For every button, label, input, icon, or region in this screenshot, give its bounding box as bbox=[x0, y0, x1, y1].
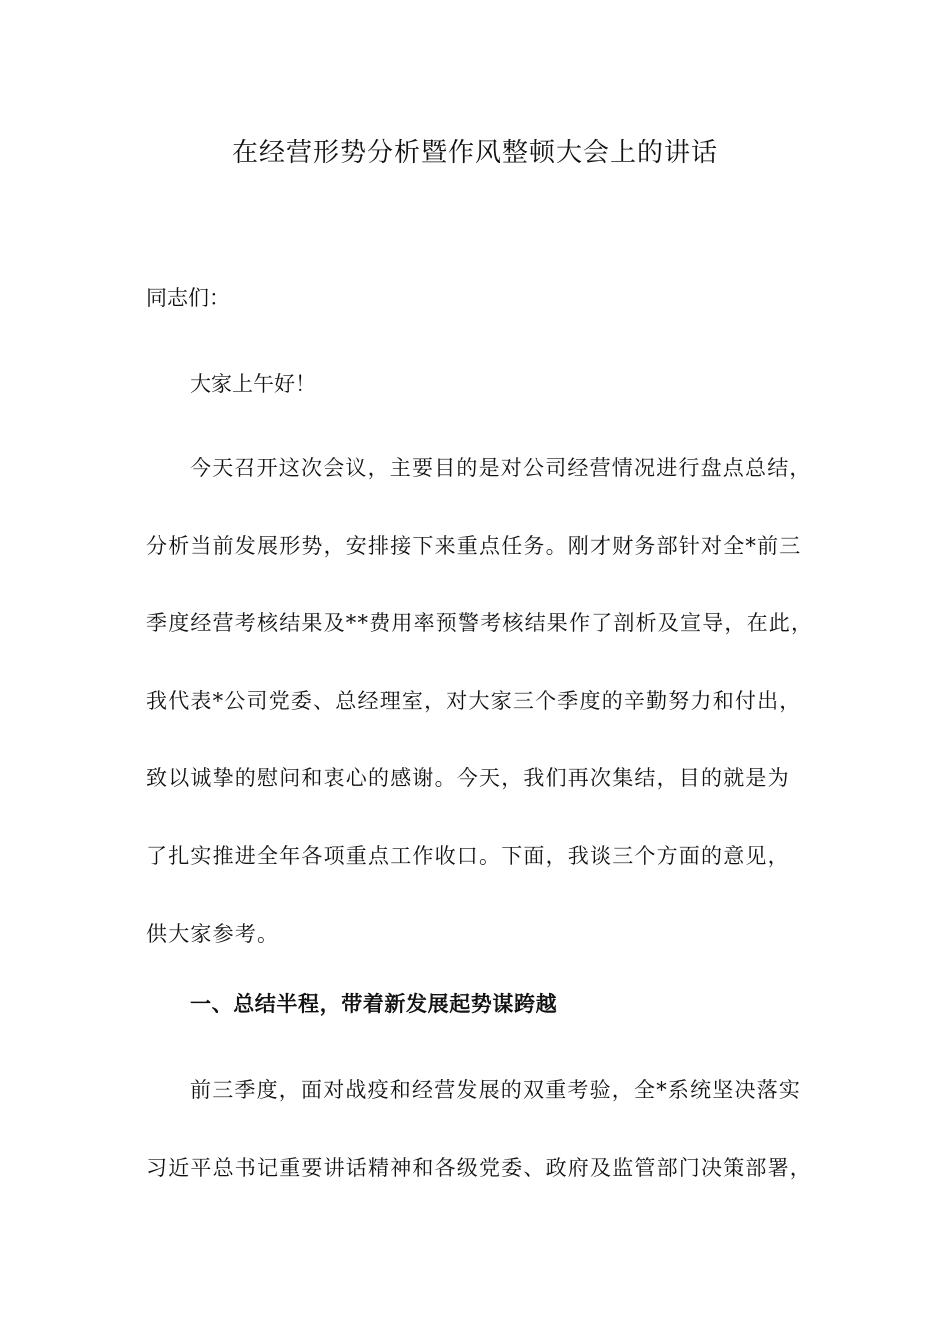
greeting: 大家上午好！ bbox=[190, 372, 316, 396]
paragraph-line: 前三季度，面对战疫和经营发展的双重考验，全*系统坚决落实 bbox=[190, 1078, 802, 1102]
paragraph-line: 致以诚挚的慰问和衷心的感谢。今天，我们再次集结，目的就是为 bbox=[146, 766, 790, 791]
paragraph-line: 今天召开这次会议，主要目的是对公司经营情况进行盘点总结， bbox=[190, 456, 812, 480]
paragraph-opening bbox=[146, 452, 814, 995]
paragraph-line: 分析当前发展形势，安排接下来重点任务。刚才财务部针对全*前三 bbox=[146, 533, 802, 558]
salutation: 同志们： bbox=[146, 286, 230, 310]
paragraph-line: 了扎实推进全年各项重点工作收口。下面，我谈三个方面的意见， bbox=[146, 843, 790, 868]
paragraph-line: 供大家参考。 bbox=[146, 921, 280, 946]
paragraph-line: 我代表*公司党委、总经理室，对大家三个季度的辛勤努力和付出， bbox=[146, 688, 802, 713]
paragraph-line: 季度经营考核结果及**费用率预警考核结果作了剖析及宣导，在此， bbox=[146, 611, 814, 636]
paragraph-section-one bbox=[146, 1074, 812, 1229]
section-heading: 一、总结半程，带着新发展起势谋跨越 bbox=[190, 991, 558, 1016]
document-title: 在经营形势分析暨作风整顿大会上的讲话 bbox=[231, 138, 718, 168]
paragraph-line: 习近平总书记重要讲话精神和各级党委、政府及监管部门决策部署， bbox=[146, 1155, 812, 1180]
